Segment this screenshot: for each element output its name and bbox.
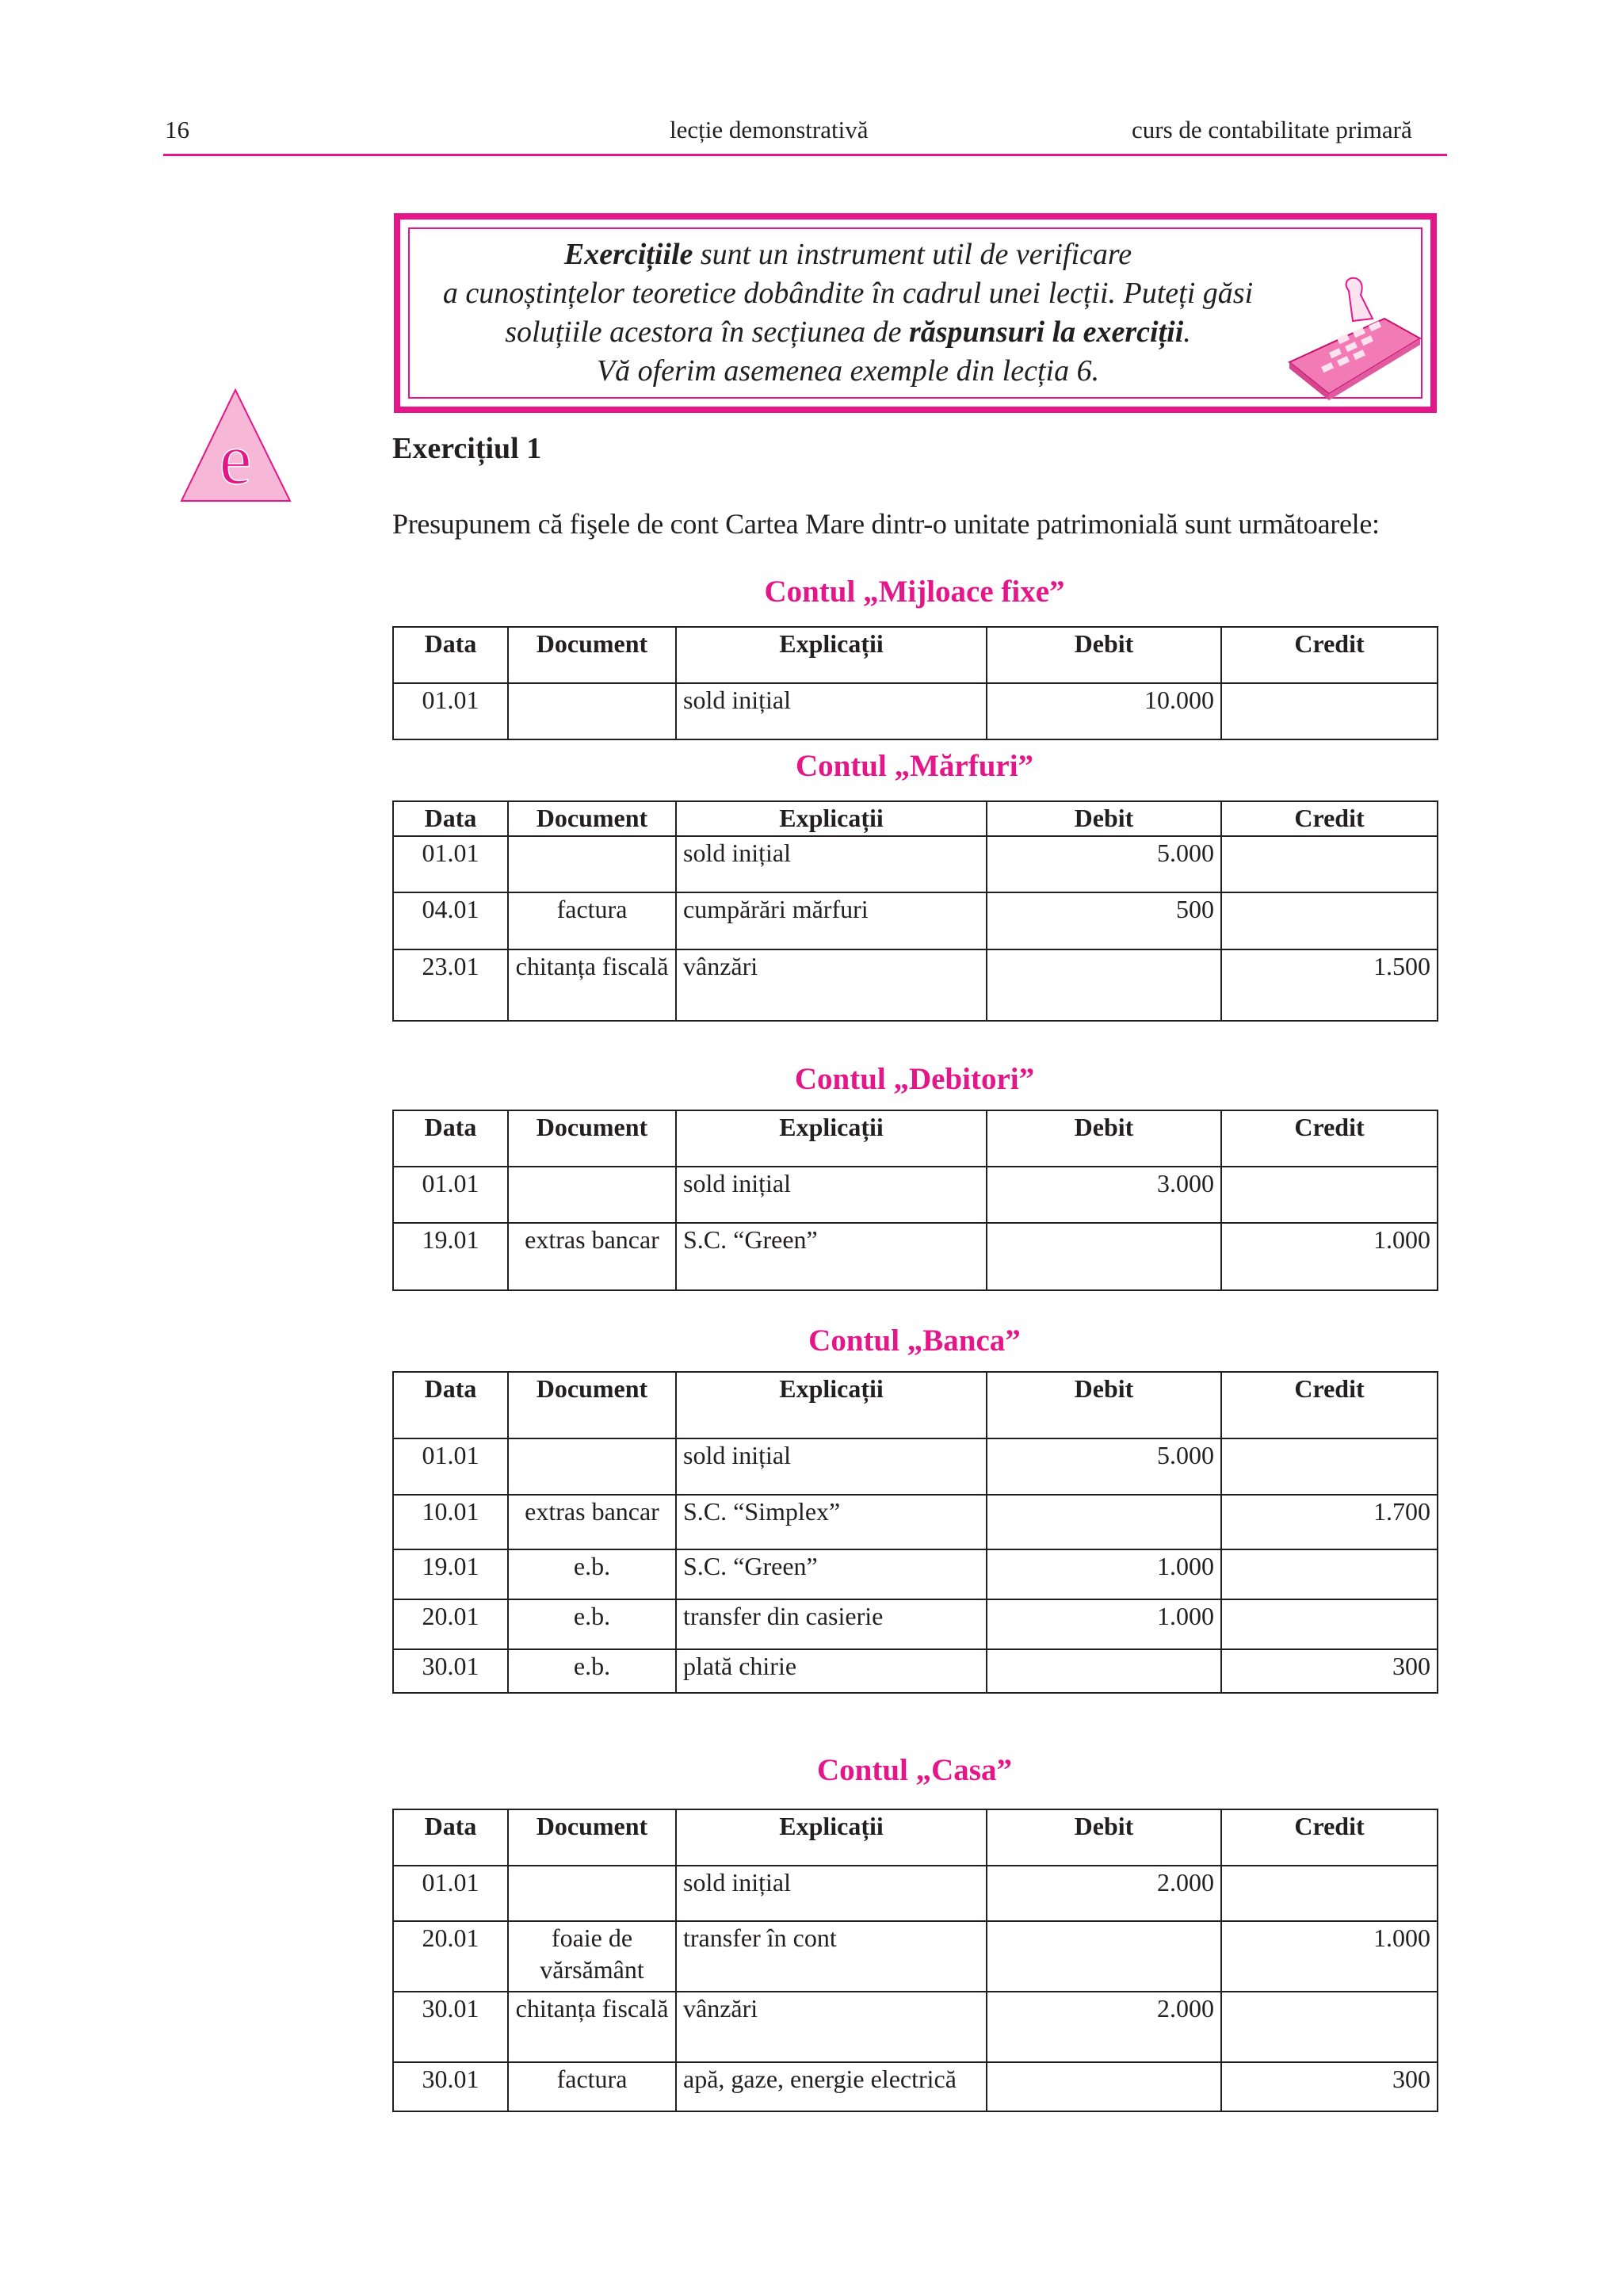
cell-credit — [1221, 1599, 1438, 1649]
account-title-banca: Contul „Banca” — [808, 1324, 1021, 1358]
cell-document: extras bancar — [508, 1223, 676, 1290]
header-row — [393, 1809, 1438, 1866]
account-title-debitori: Contul „Debitori” — [794, 1062, 1035, 1096]
cell-debit: 10.000 — [987, 683, 1221, 739]
cell-date: 01.01 — [393, 836, 508, 892]
cell-document: chitanța fiscală — [508, 949, 676, 1021]
cell-date: 01.01 — [393, 1438, 508, 1495]
cell-explanation: S.C. “Simplex” — [676, 1495, 987, 1549]
table-row — [393, 1223, 1438, 1290]
col-explicatii: Explicații — [676, 1809, 987, 1866]
exercise-title: Exercițiul 1 — [392, 432, 542, 465]
ledger-table-banca — [392, 1371, 1438, 1694]
cell-document: factura — [508, 892, 676, 949]
col-document: Document — [508, 1110, 676, 1167]
cell-debit: 2.000 — [987, 1866, 1221, 1921]
cell-explanation: sold inițial — [676, 836, 987, 892]
header-row — [393, 801, 1438, 836]
cell-document — [508, 1438, 676, 1495]
intro-line-1-rest: sunt un instrument util de verificare — [693, 238, 1132, 271]
cell-document — [508, 683, 676, 739]
cell-credit — [1221, 1438, 1438, 1495]
account-title-casa: Contul „Casa” — [817, 1753, 1012, 1787]
page-number: 16 — [165, 116, 189, 143]
cell-explanation: apă, gaze, energie electrică — [676, 2062, 987, 2111]
header-row — [393, 1110, 1438, 1167]
cell-document: e.b. — [508, 1599, 676, 1649]
intro-text — [416, 235, 1280, 391]
cell-credit — [1221, 683, 1438, 739]
col-credit: Credit — [1221, 1372, 1438, 1438]
cell-debit — [987, 1223, 1221, 1290]
header-row — [393, 1372, 1438, 1438]
col-credit: Credit — [1221, 627, 1438, 683]
cell-debit: 500 — [987, 892, 1221, 949]
col-document: Document — [508, 627, 676, 683]
cell-debit — [987, 2062, 1221, 2111]
table-row — [393, 2062, 1438, 2111]
cell-date: 19.01 — [393, 1549, 508, 1599]
cell-document — [508, 1866, 676, 1921]
col-data: Data — [393, 1809, 508, 1866]
cell-credit: 300 — [1221, 2062, 1438, 2111]
table-row — [393, 1167, 1438, 1223]
cell-document — [508, 1167, 676, 1223]
header-center-title: lecție demonstrativă — [670, 116, 869, 143]
cell-credit — [1221, 1167, 1438, 1223]
table-row — [393, 1599, 1438, 1649]
cell-debit — [987, 949, 1221, 1021]
intro-line-4: Vă oferim asemenea exemple din lecția 6. — [596, 354, 1100, 388]
col-credit: Credit — [1221, 801, 1438, 836]
cell-document: foaie de vărsământ — [508, 1921, 676, 1992]
cell-explanation: sold inițial — [676, 1866, 987, 1921]
cell-credit — [1221, 1866, 1438, 1921]
col-credit: Credit — [1221, 1110, 1438, 1167]
cell-credit — [1221, 1549, 1438, 1599]
cell-debit: 1.000 — [987, 1599, 1221, 1649]
col-debit: Debit — [987, 1809, 1221, 1866]
intro-line-3 — [416, 313, 1280, 352]
ledger-table-marfuri — [392, 800, 1438, 1022]
table-row — [393, 683, 1438, 739]
cell-credit: 1.000 — [1221, 1223, 1438, 1290]
exercise-triangle-icon — [178, 387, 293, 504]
ledger-table-mijloace-fixe — [392, 626, 1438, 740]
cell-debit: 5.000 — [987, 1438, 1221, 1495]
header-rule — [163, 154, 1447, 156]
cell-date: 19.01 — [393, 1223, 508, 1290]
cell-date: 20.01 — [393, 1599, 508, 1649]
cell-explanation: sold inițial — [676, 1438, 987, 1495]
col-data: Data — [393, 627, 508, 683]
col-explicatii: Explicații — [676, 627, 987, 683]
cell-credit: 300 — [1221, 1649, 1438, 1693]
triangle-letter: e — [219, 418, 252, 499]
col-explicatii: Explicații — [676, 1372, 987, 1438]
table-row — [393, 892, 1438, 949]
table-row — [393, 949, 1438, 1021]
col-data: Data — [393, 801, 508, 836]
cell-debit: 3.000 — [987, 1167, 1221, 1223]
cell-document: e.b. — [508, 1649, 676, 1693]
col-debit: Debit — [987, 1372, 1221, 1438]
cell-date: 30.01 — [393, 2062, 508, 2111]
exercise-intro: Presupunem că fişele de cont Cartea Mare dintr-o unitate patrimonială sunt următoarele: — [392, 508, 1380, 540]
cell-date: 01.01 — [393, 1866, 508, 1921]
col-data: Data — [393, 1372, 508, 1438]
col-document: Document — [508, 1372, 676, 1438]
cell-document: extras bancar — [508, 1495, 676, 1549]
cell-credit — [1221, 1992, 1438, 2062]
col-credit: Credit — [1221, 1809, 1438, 1866]
col-debit: Debit — [987, 627, 1221, 683]
cell-date: 30.01 — [393, 1992, 508, 2062]
cell-document: chitanța fiscală — [508, 1992, 676, 2062]
table-row — [393, 836, 1438, 892]
cell-credit: 1.500 — [1221, 949, 1438, 1021]
table-row — [393, 1549, 1438, 1599]
col-document: Document — [508, 1809, 676, 1866]
cell-debit: 1.000 — [987, 1549, 1221, 1599]
cell-debit: 2.000 — [987, 1992, 1221, 2062]
cell-debit — [987, 1495, 1221, 1549]
col-debit: Debit — [987, 1110, 1221, 1167]
cell-debit: 5.000 — [987, 836, 1221, 892]
col-document: Document — [508, 801, 676, 836]
cell-date: 23.01 — [393, 949, 508, 1021]
intro-bold-raspunsuri: răspunsuri la exerciții — [908, 315, 1184, 349]
cell-date: 10.01 — [393, 1495, 508, 1549]
col-explicatii: Explicații — [676, 801, 987, 836]
cell-credit: 1.700 — [1221, 1495, 1438, 1549]
cell-explanation: sold inițial — [676, 1167, 987, 1223]
cell-explanation: sold inițial — [676, 683, 987, 739]
intro-box — [394, 213, 1437, 413]
col-explicatii: Explicații — [676, 1110, 987, 1167]
cell-date: 20.01 — [393, 1921, 508, 1992]
table-row — [393, 1992, 1438, 2062]
calculator-icon — [1274, 275, 1424, 402]
header-row — [393, 627, 1438, 683]
cell-document: e.b. — [508, 1549, 676, 1599]
intro-bold-exercitii: Exercițiile — [563, 238, 693, 271]
intro-line-2: a cunoștințelor teoretice dobândite în cadrul unei lecții. Puteți găsi — [442, 277, 1254, 310]
cell-explanation: S.C. “Green” — [676, 1223, 987, 1290]
cell-date: 04.01 — [393, 892, 508, 949]
cell-explanation: transfer în cont — [676, 1921, 987, 1992]
cell-explanation: plată chirie — [676, 1649, 987, 1693]
cell-date: 01.01 — [393, 1167, 508, 1223]
table-row — [393, 1866, 1438, 1921]
cell-explanation: S.C. “Green” — [676, 1549, 987, 1599]
cell-credit: 1.000 — [1221, 1921, 1438, 1992]
cell-credit — [1221, 836, 1438, 892]
cell-credit — [1221, 892, 1438, 949]
cell-explanation: vânzări — [676, 949, 987, 1021]
cell-date: 01.01 — [393, 683, 508, 739]
header-right-title: curs de contabilitate primară — [1132, 116, 1412, 143]
intro-line-3-end: . — [1183, 315, 1191, 349]
ledger-table-debitori — [392, 1110, 1438, 1291]
table-row — [393, 1438, 1438, 1495]
ledger-table-casa — [392, 1809, 1438, 2112]
cell-debit — [987, 1649, 1221, 1693]
intro-line-1 — [416, 235, 1280, 274]
cell-explanation: vânzări — [676, 1992, 987, 2062]
cell-explanation: transfer din casierie — [676, 1599, 987, 1649]
account-title-marfuri: Contul „Mărfuri” — [795, 749, 1034, 783]
cell-date: 30.01 — [393, 1649, 508, 1693]
intro-line-3-start: soluțiile acestora în secțiunea de — [505, 315, 909, 349]
table-row — [393, 1649, 1438, 1693]
cell-document: factura — [508, 2062, 676, 2111]
cell-explanation: cumpărări mărfuri — [676, 892, 987, 949]
table-row — [393, 1495, 1438, 1549]
account-title-mijloace-fixe: Contul „Mijloace fixe” — [764, 575, 1065, 609]
cell-debit — [987, 1921, 1221, 1992]
table-row — [393, 1921, 1438, 1992]
col-debit: Debit — [987, 801, 1221, 836]
col-data: Data — [393, 1110, 508, 1167]
cell-document — [508, 836, 676, 892]
